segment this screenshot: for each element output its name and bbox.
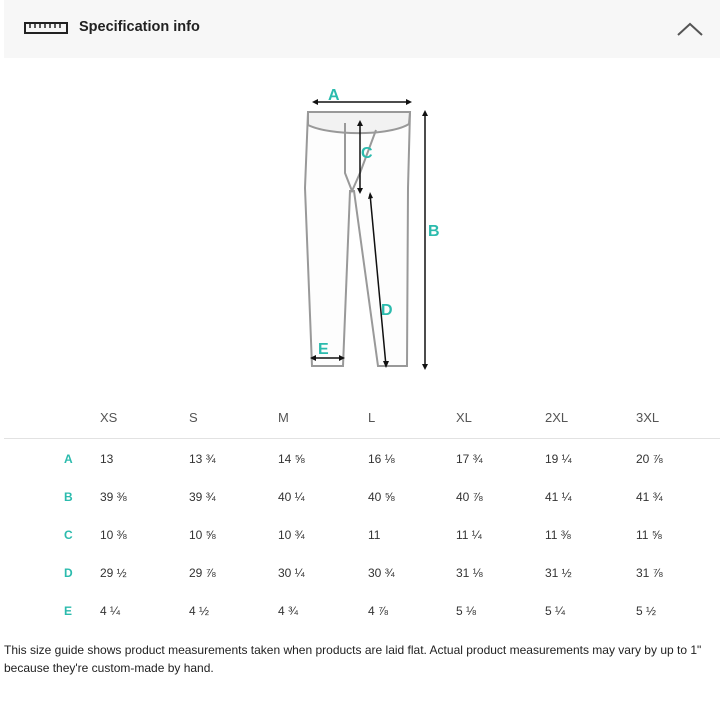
leggings-diagram <box>290 78 450 376</box>
table-cell: 16 ⅛ <box>368 452 395 466</box>
table-cell: 10 ⅜ <box>100 528 127 542</box>
size-xs: XS <box>100 410 118 425</box>
table-cell: 40 ⅞ <box>456 490 483 504</box>
row-label: D <box>64 566 73 580</box>
leggings-outline <box>305 112 410 366</box>
label-c: C <box>361 145 373 162</box>
table-cell: 4 ½ <box>189 604 210 618</box>
table-cell: 31 ⅛ <box>456 566 483 580</box>
row-label: C <box>64 528 73 542</box>
size-table <box>4 398 720 629</box>
table-row <box>4 515 720 553</box>
table-cell: 10 ¾ <box>278 528 305 542</box>
spec-info-header[interactable] <box>4 0 720 58</box>
row-label: B <box>64 490 73 504</box>
header-title: Specification info <box>79 19 200 35</box>
note-line-2: because they're custom-made by hand. <box>4 661 214 675</box>
table-cell: 31 ⅞ <box>636 566 663 580</box>
table-cell: 40 ⅝ <box>368 490 395 504</box>
label-a: A <box>328 87 340 104</box>
table-cell: 4 ⅞ <box>368 604 389 618</box>
size-guide-note <box>4 641 722 677</box>
size-s: S <box>189 410 198 425</box>
table-cell: 31 ½ <box>545 566 572 580</box>
size-3xl: 3XL <box>636 410 660 425</box>
table-cell: 5 ½ <box>636 604 657 618</box>
label-d: D <box>381 302 393 319</box>
table-cell: 30 ¼ <box>278 566 305 580</box>
table-cell: 11 ⅜ <box>545 528 571 542</box>
table-cell: 13 <box>100 452 114 466</box>
table-cell: 4 ¾ <box>278 604 299 618</box>
label-e: E <box>318 341 329 358</box>
table-cell: 30 ¾ <box>368 566 395 580</box>
table-row <box>4 553 720 591</box>
table-cell: 39 ⅜ <box>100 490 127 504</box>
row-label: E <box>64 604 73 618</box>
collapse-button[interactable] <box>674 14 706 44</box>
table-cell: 11 ¼ <box>456 528 482 542</box>
note-line-1: This size guide shows product measurements taken when products are laid flat. Actual product measurements may vary by up to 1" <box>4 643 702 657</box>
size-2xl: 2XL <box>545 410 569 425</box>
table-cell: 10 ⅝ <box>189 528 216 542</box>
table-cell: 11 ⅝ <box>636 528 662 542</box>
table-cell: 20 ⅞ <box>636 452 663 466</box>
table-cell: 11 <box>368 528 381 542</box>
table-cell: 29 ⅞ <box>189 566 216 580</box>
table-cell: 39 ¾ <box>189 490 216 504</box>
table-cell: 19 ¼ <box>545 452 572 466</box>
table-row <box>4 591 720 629</box>
ruler-icon <box>24 21 68 35</box>
size-m: M <box>278 410 289 425</box>
table-cell: 17 ¾ <box>456 452 483 466</box>
table-row <box>4 439 720 477</box>
row-label: A <box>64 452 73 466</box>
label-b: B <box>428 223 440 240</box>
table-cell: 5 ⅛ <box>456 604 477 618</box>
size-header-row <box>4 398 720 439</box>
table-cell: 13 ¾ <box>189 452 216 466</box>
table-cell: 29 ½ <box>100 566 127 580</box>
table-cell: 14 ⅝ <box>278 452 305 466</box>
table-cell: 40 ¼ <box>278 490 305 504</box>
chevron-up-icon <box>676 21 704 37</box>
table-cell: 5 ¼ <box>545 604 566 618</box>
table-row <box>4 477 720 515</box>
table-cell: 4 ¼ <box>100 604 121 618</box>
size-xl: XL <box>456 410 472 425</box>
size-l: L <box>368 410 376 425</box>
table-cell: 41 ¼ <box>545 490 572 504</box>
table-cell: 41 ¾ <box>636 490 663 504</box>
